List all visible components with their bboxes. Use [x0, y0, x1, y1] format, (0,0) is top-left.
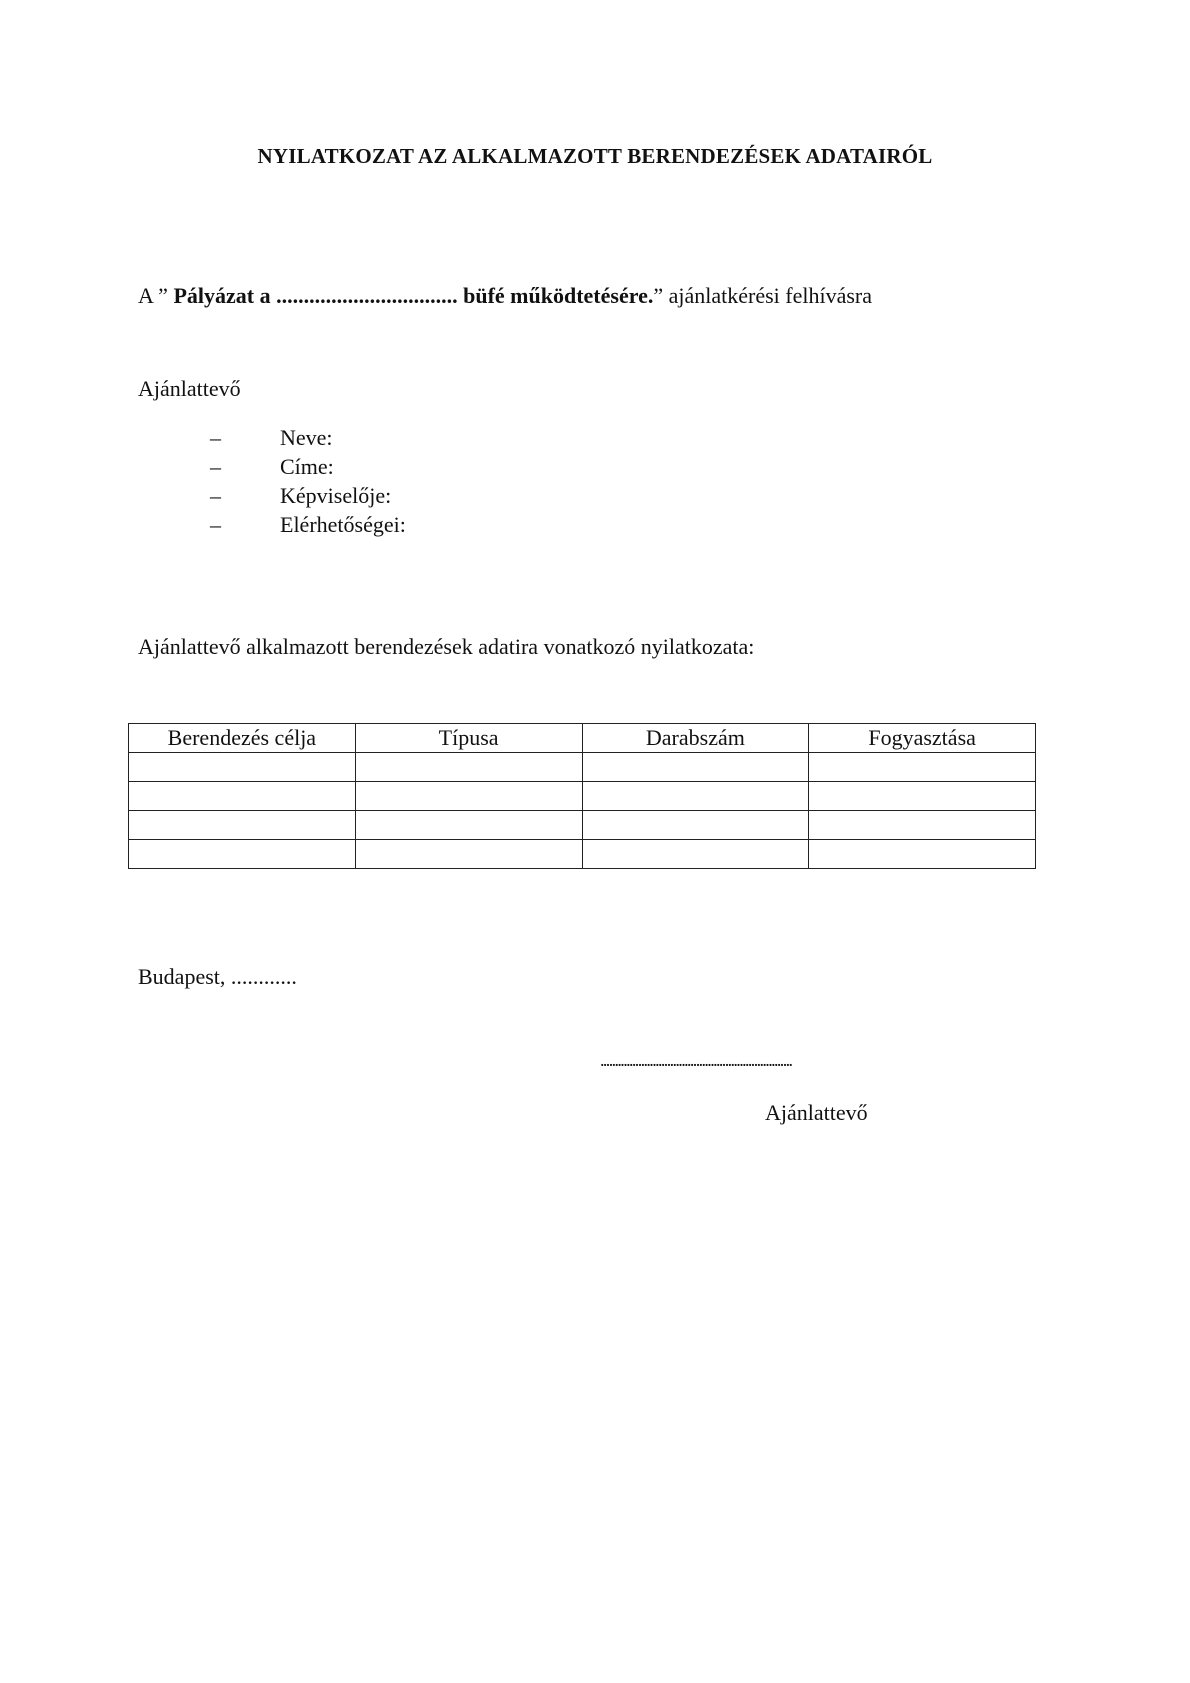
table-row: [129, 782, 1036, 811]
table-cell: [355, 811, 582, 840]
table-cell: [129, 811, 356, 840]
table-cell: [355, 840, 582, 869]
place-date-line: Budapest, ............: [138, 964, 297, 989]
intro-prefix: A ”: [138, 283, 174, 308]
table-cell: [582, 782, 809, 811]
document-title: NYILATKOZAT AZ ALKALMAZOTT BERENDEZÉSEK ADATAIRÓL: [257, 144, 933, 168]
table-cell: [809, 840, 1036, 869]
table-row: [129, 811, 1036, 840]
dash-bullet: –: [210, 454, 221, 479]
intro-line: [138, 283, 872, 309]
signature-line: ..................................................................: [600, 1050, 792, 1070]
list-item: [210, 481, 406, 510]
field-label-representative: Képviselője:: [280, 483, 392, 508]
table-cell: [129, 782, 356, 811]
dash-bullet: –: [210, 425, 221, 450]
table-cell: [809, 753, 1036, 782]
column-header-consumption: Fogyasztása: [809, 724, 1036, 753]
table-cell: [582, 811, 809, 840]
dash-bullet: –: [210, 483, 221, 508]
table-cell: [129, 753, 356, 782]
table-cell: [129, 840, 356, 869]
table-cell: [355, 753, 582, 782]
list-item: [210, 423, 406, 452]
intro-suffix: ” ajánlatkérési felhívásra: [653, 283, 873, 308]
column-header-purpose: Berendezés célja: [129, 724, 356, 753]
statement-text: Ajánlattevő alkalmazott berendezések adatira vonatkozó nyilatkozata:: [138, 634, 755, 659]
table-cell: [809, 782, 1036, 811]
field-label-name: Neve:: [280, 425, 333, 450]
table-cell: [582, 753, 809, 782]
column-header-type: Típusa: [355, 724, 582, 753]
table-row: [129, 840, 1036, 869]
list-item: [210, 510, 406, 539]
table-cell: [582, 840, 809, 869]
offerer-label: Ajánlattevő: [138, 376, 241, 401]
dash-bullet: –: [210, 512, 221, 537]
table-cell: [355, 782, 582, 811]
table-header-row: [129, 724, 1036, 753]
equipment-table: [128, 723, 1036, 869]
offerer-fields-list: [210, 423, 406, 539]
intro-bold-start: Pályázat a .................................: [173, 283, 464, 308]
signature-label: Ajánlattevő: [765, 1100, 868, 1125]
field-label-address: Címe:: [280, 454, 334, 479]
column-header-quantity: Darabszám: [582, 724, 809, 753]
table-cell: [809, 811, 1036, 840]
field-label-contacts: Elérhetőségei:: [280, 512, 406, 537]
intro-bold-end: büfé működtetésére.: [463, 283, 654, 308]
list-item: [210, 452, 406, 481]
table-row: [129, 753, 1036, 782]
